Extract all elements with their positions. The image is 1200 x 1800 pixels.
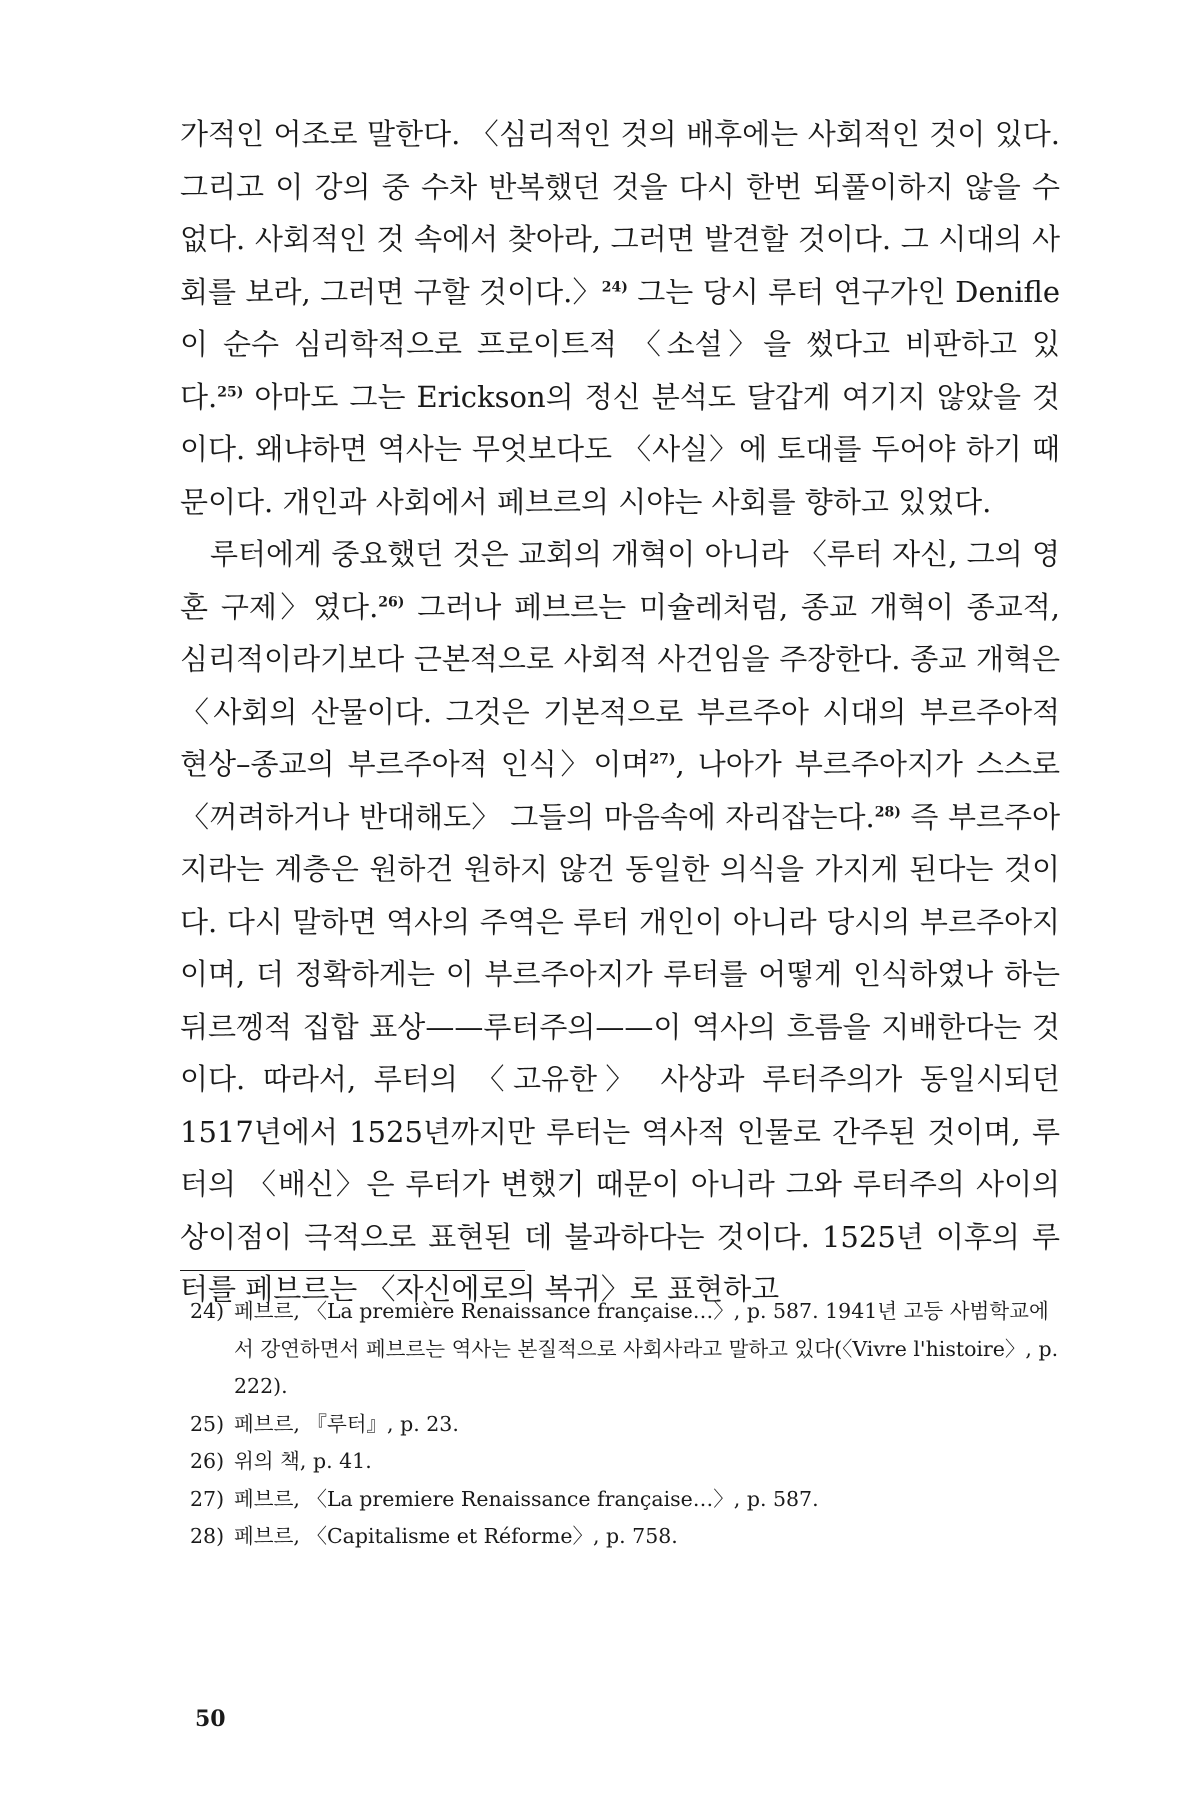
footnote-ref-24: 24): [601, 278, 628, 295]
footnote: [190, 1481, 1060, 1519]
footnote-divider: [180, 1270, 525, 1271]
footnote-text: 페브르, 〈Capitalisme et Réforme〉, p. 758.: [234, 1524, 678, 1548]
footnote: [190, 1518, 1060, 1556]
footnote-ref-28: 28): [874, 803, 901, 820]
paragraph-1-text-b: 그는 당시 루터 연구가인 Denifle이 순수 심리학적으로 프로이트적 〈소설〉을 썼다고 비판하고 있다.: [180, 274, 1060, 414]
footnote-ref-27: 27): [649, 751, 676, 768]
footnote-number: 26): [190, 1449, 225, 1473]
footnote: [190, 1443, 1060, 1481]
footnote-number: 27): [190, 1486, 225, 1511]
footnote-number: 25): [190, 1411, 225, 1436]
footnote-ref-26: 26): [378, 593, 405, 610]
footnote-number: 24): [190, 1299, 225, 1323]
paragraph-2-text-b: 그러나 페브르는 미슐레처럼, 종교 개혁이 종교적, 심리적이라기보다 근본적으로 사회적 사건임을 주장한다. 종교 개혁은 〈사회의 산물이다. 그것은 기본적으로 부르주아 시대의 부르주아적 현상–종교의 부르주아적 인식〉이며: [180, 589, 1060, 781]
footnote-text: 위의 책, p. 41.: [234, 1449, 372, 1473]
paragraph-2-text-d: 즉 부르주아지라는 계층은 원하건 원하지 않건 동일한 의식을 가지게 된다는 것이다. 다시 말하면 역사의 주역은 루터 개인이 아니라 당시의 부르주아지이며, 더 정확하게는 이 부르주아지가 루터를 어떻게 인식하였나 하는 뒤르껭적 집합 표상——루터주의——이 역사의 흐름을 지배한다는 것이다. 따라서, 루터의 〈고유한〉 사상과 루터주의가 동일시되던 1517년에서 1525년까지만 루터는 역사적 인물로 간주된 것이며, 루터의 〈배신〉은 루터가 변했기 때문이 아니라 그와 루터주의 사이의 상이점이 극적으로 표현된 데 불과하다는 것이다. 1525년 이후의 루터를 페브르는 〈자신에로의 복귀〉로 표현하고: [180, 799, 1060, 1306]
paragraph-1-text-a: 가적인 어조로 말한다. 〈심리적인 것의 배후에는 사회적인 것이 있다. 그리고 이 강의 중 수차 반복했던 것을 다시 한번 되풀이하지 않을 수 없다. 사회적인 것 속에서 찾아라, 그러면 발견할 것이다. 그 시대의 사회를 보라, 그러면 구할 것이다.〉: [180, 117, 1060, 309]
paragraph-1: [180, 108, 1060, 528]
paragraph-2: [180, 528, 1060, 1316]
paragraph-2-text-c: , 나아가 부르주아지가 스스로 〈꺼려하거나 반대해도〉 그들의 마음속에 자리잡는다.: [180, 747, 1061, 834]
page-number: 50: [195, 1706, 226, 1732]
footnote-ref-25: 25): [217, 383, 244, 400]
footnote: [190, 1406, 1060, 1444]
footnote: [190, 1293, 1060, 1406]
main-text: [180, 108, 1060, 1316]
footnote-text: 페브르, 『루터』, p. 23.: [234, 1411, 459, 1436]
footnote-text: 페브르, 〈La premiere Renaissance française…〉, p. 587.: [234, 1486, 819, 1511]
footnote-number: 28): [190, 1524, 225, 1548]
footnote-text: 페브르, 〈La première Renaissance française…〉, p. 587. 1941년 고등 사범학교에서 강연하면서 페브르는 역사는 본질적으로 사회사라고 말하고 있다(〈Vivre l'histoire〉, p. 222).: [234, 1299, 1059, 1398]
footnotes: [190, 1293, 1060, 1556]
paragraph-2-text-a: 루터에게 중요했던 것은 교회의 개혁이 아니라 〈루터 자신, 그의 영혼 구제〉였다.: [180, 537, 1060, 624]
paragraph-1-text-c: 아마도 그는 Erickson의 정신 분석도 달갑게 여기지 않았을 것이다. 왜냐하면 역사는 무엇보다도 〈사실〉에 토대를 두어야 하기 때문이다. 개인과 사회에서 페브르의 시야는 사회를 향하고 있었다.: [180, 379, 1060, 519]
